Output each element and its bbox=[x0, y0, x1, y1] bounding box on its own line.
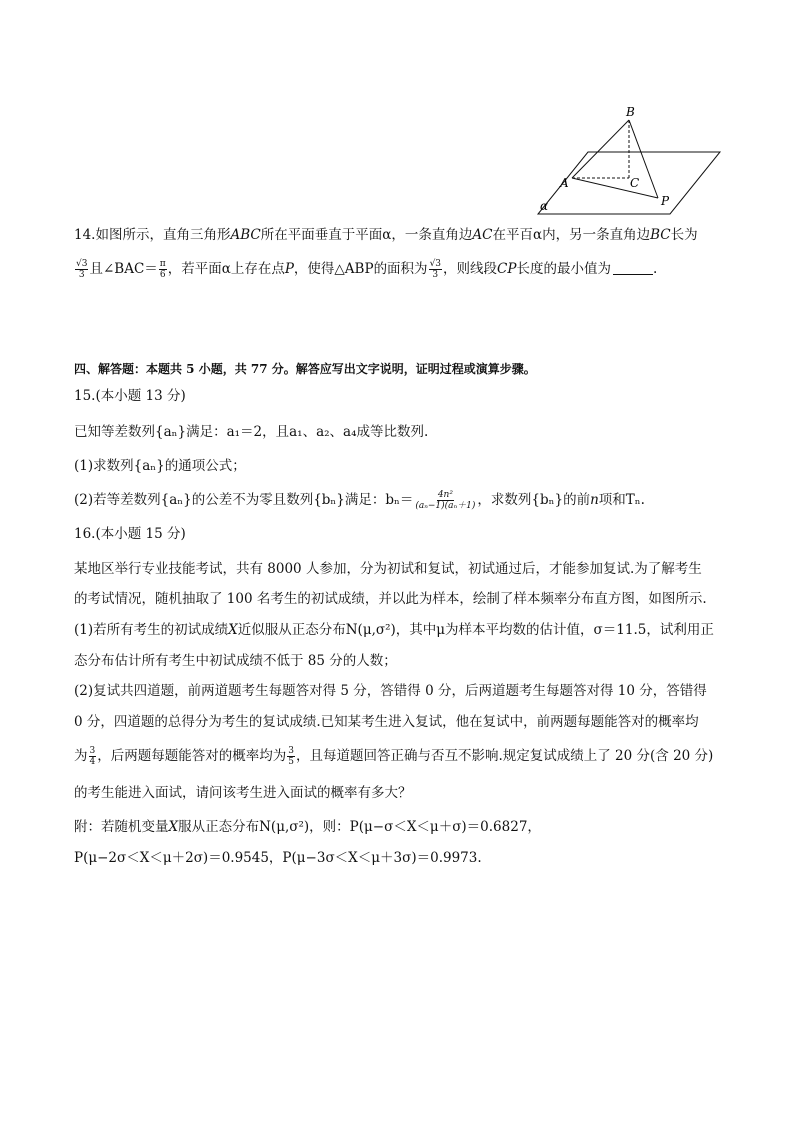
label-c: C bbox=[630, 176, 640, 190]
q15-line-2: (1)求数列{aₙ}的通项公式； bbox=[74, 458, 246, 474]
q14-number: 14. bbox=[74, 227, 96, 243]
q14-line-1 bbox=[74, 225, 698, 245]
denominator: 5 bbox=[288, 757, 294, 767]
fraction bbox=[287, 746, 295, 767]
text: P bbox=[284, 261, 294, 277]
fraction bbox=[75, 259, 88, 280]
fraction bbox=[159, 259, 167, 280]
q15-line-3 bbox=[74, 490, 645, 511]
label-alpha: α bbox=[540, 199, 549, 213]
text: . bbox=[652, 261, 658, 277]
text: AC bbox=[472, 227, 493, 243]
q16-para-1: 某地区举行专业技能考试，共有 8000 人参加，分为初试和复试，初试通过后，才能参加复试.为了解考生 bbox=[74, 561, 702, 577]
numerator: 3 bbox=[89, 746, 96, 756]
q16-para-8: 的考生能进入面试，请问该考生进入面试的概率有多大？ bbox=[74, 785, 412, 801]
q16-para-2: 的考试情况，随机抽取了 100 名考生的初试成绩，并以此为样本，绘制了样本频率分布直方图，如图所示. bbox=[74, 591, 707, 607]
numerator: 4n² bbox=[437, 490, 453, 500]
edge-ab bbox=[572, 120, 629, 178]
q16-para-10: P(μ−2σ＜X＜μ＋2σ)＝0.9545，P(μ−3σ＜X＜μ＋3σ)＝0.9973. bbox=[74, 850, 482, 866]
numerator: √3 bbox=[76, 259, 88, 269]
text: ，求数列{bₙ}的前 bbox=[477, 492, 591, 508]
text: 且∠BAC＝ bbox=[89, 261, 158, 277]
text: BC bbox=[650, 227, 671, 243]
text: 为 bbox=[74, 748, 88, 764]
text: ，使得 bbox=[293, 261, 335, 277]
text: X bbox=[168, 819, 179, 835]
section-4-heading: 四、解答题：本题共 5 小题，共 77 分。解答应写出文字说明，证明过程或演算步骤。 bbox=[74, 362, 536, 376]
text: 在平百α内，另一条直角边 bbox=[492, 227, 651, 243]
q16-para-6: 0 分，四道题的总得分为考生的复试成绩.已知某考生进入复试，他在复试中，前两题每题能答对的概率均 bbox=[74, 714, 699, 730]
text: 的面积为 bbox=[373, 261, 428, 277]
q16-para-9 bbox=[74, 817, 541, 837]
fraction bbox=[429, 259, 442, 280]
text: 服从正态分布N(μ,σ²)，则：P(μ−σ＜X＜μ＋σ)＝0.6827， bbox=[178, 819, 541, 835]
text: CP bbox=[497, 261, 517, 277]
text: 所在平面垂直于平面α，一条直角边 bbox=[260, 227, 473, 243]
text: 如图所示，直角三角形 bbox=[95, 227, 231, 243]
text: (2)若等差数列{aₙ}的公差不为零且数列{bₙ}满足：bₙ＝ bbox=[74, 492, 414, 508]
geometry-figure bbox=[528, 98, 724, 218]
denominator: 3 bbox=[78, 270, 85, 280]
answer-blank bbox=[613, 260, 653, 275]
label-b: B bbox=[626, 105, 635, 119]
text: 附：若随机变量 bbox=[74, 819, 169, 835]
fraction bbox=[89, 746, 97, 767]
text: 长度的最小值为 bbox=[516, 261, 611, 277]
label-p: P bbox=[661, 194, 670, 208]
q16-para-5: (2)复试共四道题，前两道题考生每题答对得 5 分，答错得 0 分，后两道题考生每题答对得 10 分，答错得 bbox=[74, 683, 707, 699]
label-a: A bbox=[560, 176, 569, 190]
q15-line-1: 已知等差数列{aₙ}满足：a₁＝2，且a₁、a₂、a₄成等比数列. bbox=[74, 424, 429, 440]
denominator: 3 bbox=[432, 270, 439, 280]
denominator: 6 bbox=[159, 270, 166, 280]
text: ，且每道题回答正确与否互不影响.规定复试成绩上了 20 分(含 20 分) bbox=[295, 748, 714, 764]
numerator: π bbox=[159, 259, 166, 269]
text: ABC bbox=[230, 227, 261, 243]
text: ，若平面α上存在点 bbox=[167, 261, 285, 277]
text: n bbox=[590, 492, 599, 508]
q16-title: 16.(本小题 15 分) bbox=[74, 526, 186, 542]
text: ，则线段 bbox=[443, 261, 498, 277]
text: 长为 bbox=[670, 227, 698, 243]
text: 近似服从正态分布N(μ,σ²)，其中μ为样本平均数的估计值，σ＝11.5，试利用正 bbox=[237, 622, 714, 638]
text: 项和Tₙ. bbox=[598, 492, 645, 508]
q15-title: 15.(本小题 13 分) bbox=[74, 388, 186, 404]
numerator: 3 bbox=[288, 746, 294, 756]
q16-para-3 bbox=[74, 620, 714, 640]
q16-para-7 bbox=[74, 746, 713, 767]
q16-para-4: 态分布估计所有考生中初试成绩不低于 85 分的人数； bbox=[74, 653, 397, 669]
fraction bbox=[414, 490, 476, 511]
q14-line-2 bbox=[74, 259, 657, 280]
text: △ABP bbox=[334, 261, 374, 277]
text: ，后两题每题能答对的概率均为 bbox=[97, 748, 287, 764]
edge-ap bbox=[572, 178, 658, 198]
text: X bbox=[228, 622, 238, 638]
numerator: √3 bbox=[429, 259, 442, 269]
denominator: (aₙ−1)(aₙ＋1) bbox=[415, 501, 476, 511]
denominator: 4 bbox=[89, 757, 96, 767]
text: (1)若所有考生的初试成绩 bbox=[74, 622, 229, 638]
